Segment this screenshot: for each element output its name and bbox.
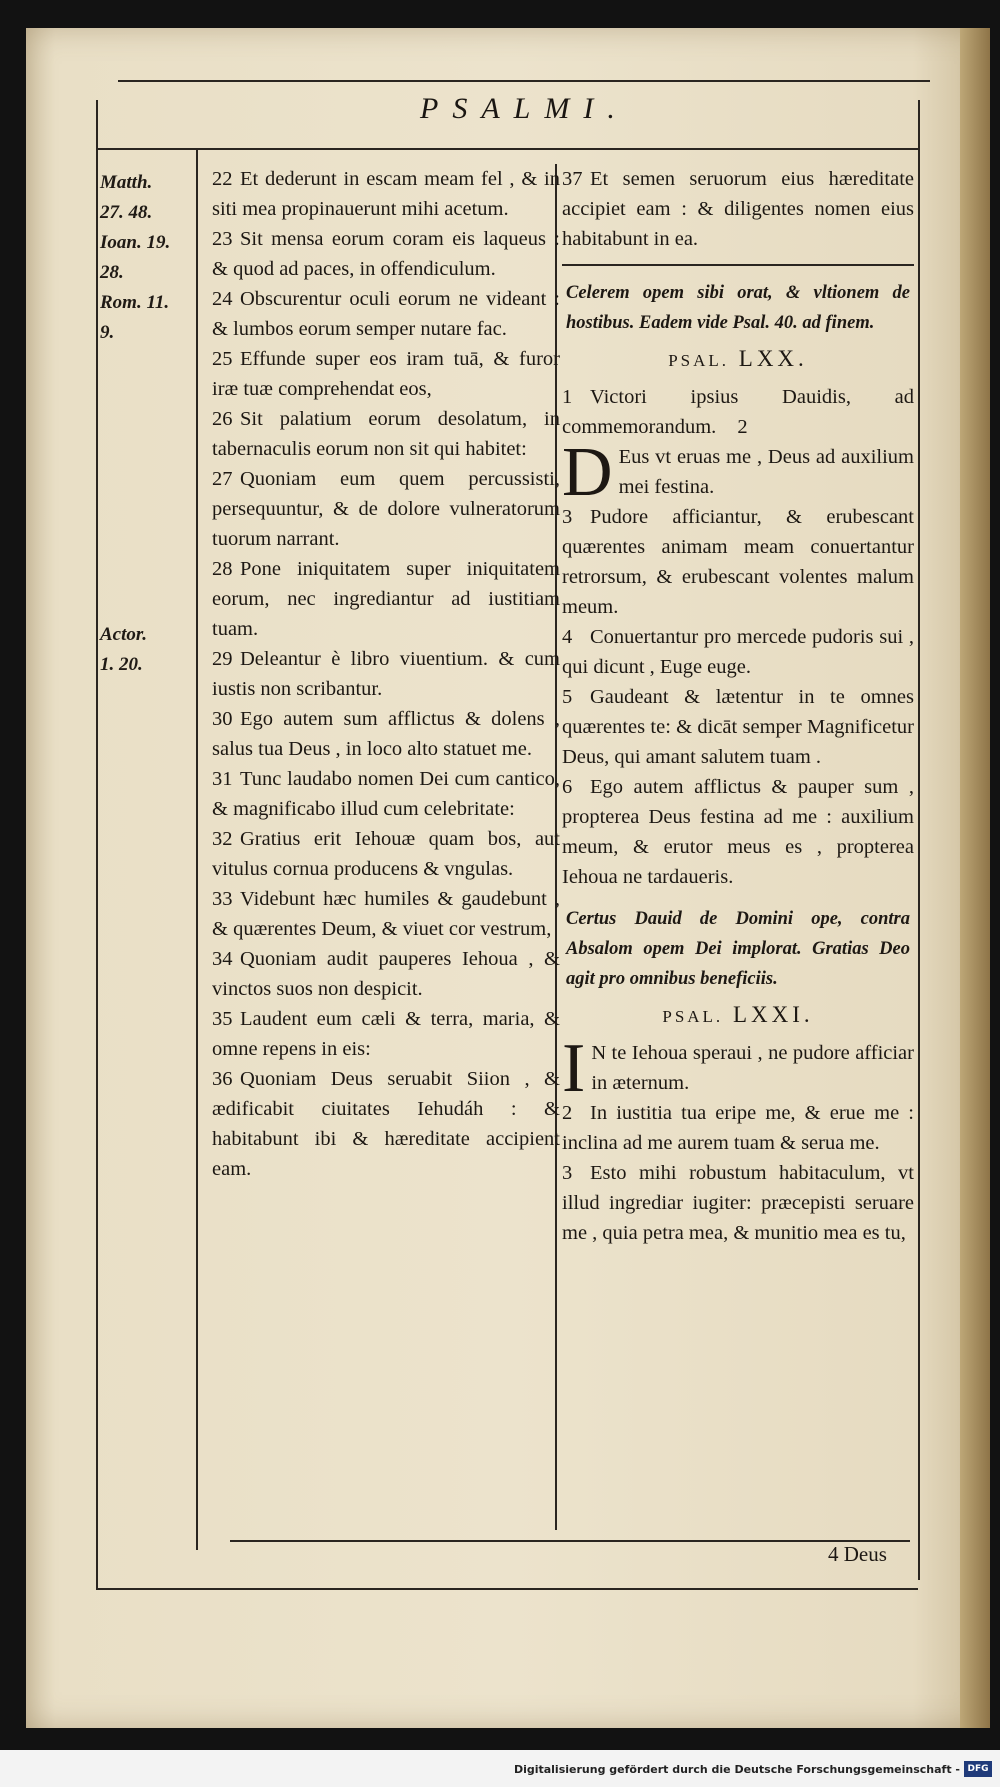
- verse-number: 4: [562, 626, 573, 648]
- verse: [212, 644, 560, 704]
- verse-text: Esto mihi robustum habitaculum, vt illud ingrediar iugiter: præcepisti seruare me , quia petra mea, & munitio mea es tu,: [562, 1162, 914, 1244]
- verse-text: Obscurentur oculi eorum ne videant : & lumbos eorum semper nutare fac.: [212, 288, 560, 340]
- verse-text: Gaudeant & lætentur in te omnes quærentes te: & dicāt semper Magnificetur Deus, qui amant salutem tuam .: [562, 686, 914, 768]
- verse-number: 28: [212, 558, 233, 580]
- margin-reference-2: [100, 620, 190, 680]
- verse: [212, 944, 560, 1004]
- verse-text: Et semen seruorum eius hæreditate accipiet eam : & diligentes nomen eius habitabunt in ea.: [562, 168, 914, 250]
- verse-text: Quoniam Deus seruabit Siion , & ædificabit ciuitates Iehudáh : & habitabunt ibi & hæreditate accipient eam.: [212, 1068, 560, 1180]
- verse: [212, 1004, 560, 1064]
- verse-text: In iustitia tua eripe me, & erue me : inclina ad me aurem tuam & serua me.: [562, 1102, 914, 1154]
- outer-left-rule: [96, 100, 98, 1590]
- verse-with-initial: [562, 1030, 914, 1107]
- verse-number: 22: [212, 168, 233, 190]
- verse: [562, 1158, 914, 1248]
- verse-number: 25: [212, 348, 233, 370]
- verse-number: 1: [562, 386, 573, 408]
- verse-text: Sit palatium eorum desolatum, in tabernaculis eorum non sit qui habitet:: [212, 408, 560, 460]
- verse-number: 26: [212, 408, 233, 430]
- verse-text: Quoniam audit pauperes Iehoua , & vinctos suos non despicit.: [212, 948, 560, 1000]
- verse-text: Eus vt eruas me , Deus ad auxilium mei festina.: [618, 446, 914, 498]
- verse-number: 33: [212, 888, 233, 910]
- verse-number: 2: [737, 416, 748, 438]
- funding-notice: Digitalisierung gefördert durch die Deutsche Forschungsgemeinschaft -: [513, 1763, 960, 1776]
- verse-number: 30: [212, 708, 233, 730]
- verse-number: 2: [562, 1102, 573, 1124]
- verse: [212, 404, 560, 464]
- verse-text: Deleantur è libro viuentium. & cum iustis non scribantur.: [212, 648, 560, 700]
- margin-line: Actor.: [100, 624, 147, 645]
- verse: [212, 1064, 560, 1184]
- verse-with-initial: [562, 434, 914, 511]
- verse-number: 31: [212, 768, 233, 790]
- psalm-70-argument: Celerem opem sibi orat, & vltionem de hostibus. Eadem vide Psal. 40. ad finem.: [566, 283, 910, 333]
- verse-text: Gratius erit Iehouæ quam bos, aut vitulus cornua producens & vngulas.: [212, 828, 560, 880]
- psalm-70-heading: [562, 344, 914, 376]
- verse-number: 36: [212, 1068, 233, 1090]
- dfg-logo-icon: DFG: [964, 1761, 992, 1777]
- initial-letter: I: [562, 1030, 586, 1107]
- bottom-rule: [230, 1540, 910, 1542]
- verse-number: 32: [212, 828, 233, 850]
- verse-number: 5: [562, 686, 573, 708]
- verse-number: 3: [562, 506, 573, 528]
- verse: [562, 772, 914, 892]
- verse: [212, 884, 560, 944]
- psalm-71-heading: [562, 1000, 914, 1032]
- verse-number: 24: [212, 288, 233, 310]
- left-column: [212, 164, 560, 1184]
- verse: [212, 164, 560, 224]
- verse-text: Et dederunt in escam meam fel , & in siti mea propinauerunt mihi acetum.: [212, 168, 560, 220]
- verse-text: Sit mensa eorum coram eis laqueus : & quod ad paces, in offendiculum.: [212, 228, 560, 280]
- margin-line: 9.: [100, 322, 115, 343]
- section-rule: [562, 264, 914, 266]
- verse: [562, 502, 914, 622]
- verse: [562, 1098, 914, 1158]
- verse: [562, 382, 914, 442]
- verse-text: Quoniam eum quem percussisti, persequuntur, & de dolore vulneratorum tuorum narrant.: [212, 468, 560, 550]
- verse-number: 35: [212, 1008, 233, 1030]
- psalm-number: LXX.: [738, 346, 808, 371]
- margin-line: Rom. 11.: [100, 292, 170, 313]
- verse: [562, 682, 914, 772]
- verse-number: 27: [212, 468, 233, 490]
- page-edge: [960, 28, 990, 1728]
- right-column: [562, 164, 914, 1248]
- initial-letter: D: [562, 434, 613, 511]
- verse: [212, 704, 560, 764]
- verse-number: 23: [212, 228, 233, 250]
- verse: [212, 224, 560, 284]
- verse-number: 6: [562, 776, 573, 798]
- margin-rule: [196, 150, 198, 1550]
- verse-text: Tunc laudabo nomen Dei cum cantico, & magnificabo illud cum celebritate:: [212, 768, 560, 820]
- verse: [212, 464, 560, 554]
- psalm-label: PSAL.: [668, 351, 730, 370]
- verse-text: N te Iehoua speraui , ne pudore afficiar in æternum.: [591, 1042, 914, 1094]
- verse-number: 29: [212, 648, 233, 670]
- verse-text: Pone iniquitatem super iniquitatem eorum, nec ingrediantur ad iustitiam tuam.: [212, 558, 560, 640]
- verse: [212, 824, 560, 884]
- margin-line: 28.: [100, 262, 124, 283]
- verse: [212, 554, 560, 644]
- verse-text: Videbunt hæc humiles & gaudebunt , & quærentes Deum, & viuet cor vestrum,: [212, 888, 560, 940]
- verse-text: Ego autem afflictus & pauper sum , propterea Deus festina ad me : auxilium meum, & erutor meus es , propterea Iehoua ne tardaueris.: [562, 776, 914, 888]
- outer-right-rule: [918, 100, 920, 1580]
- header-rule: [118, 80, 930, 82]
- verse: [212, 344, 560, 404]
- verse-text: Laudent eum cæli & terra, maria, & omne repens in eis:: [212, 1008, 560, 1060]
- verse-number: 37: [562, 168, 583, 190]
- psalm-label: PSAL.: [662, 1007, 724, 1026]
- verse: [562, 622, 914, 682]
- verse-text: Effunde super eos iram tuā, & furor iræ tuæ comprehendat eos,: [212, 348, 560, 400]
- margin-line: Ioan. 19.: [100, 232, 171, 253]
- catchword: 4 Deus: [828, 1542, 887, 1566]
- verse: [212, 764, 560, 824]
- margin-line: 27. 48.: [100, 202, 153, 223]
- verse-text: Victori ipsius Dauidis, ad commemorandum.: [562, 386, 914, 438]
- footer-rule: [98, 1588, 918, 1590]
- margin-line: Matth.: [100, 172, 153, 193]
- psalm-71-argument: Certus Dauid de Domini ope, contra Absalom opem Dei implorat. Gratias Deo agit pro omnibus beneficiis.: [566, 909, 910, 989]
- verse-text: Conuertantur pro mercede pudoris sui , qui dicunt , Euge euge.: [562, 626, 914, 678]
- verse: [562, 164, 914, 254]
- margin-reference-1: [100, 168, 190, 348]
- verse: [212, 284, 560, 344]
- verse-text: Pudore afficiantur, & erubescant quærentes animam meam conuertantur retrorsum, & erubescant volentes malum meum.: [562, 506, 914, 618]
- page-title: PSALMI.: [420, 92, 629, 125]
- margin-line: 1. 20.: [100, 654, 143, 675]
- verse-text: Ego autem sum afflictus & dolens , salus tua Deus , in loco alto statuet me.: [212, 708, 560, 760]
- verse-number: 3: [562, 1162, 573, 1184]
- title-rule: [98, 148, 920, 150]
- verse-number: 34: [212, 948, 233, 970]
- psalm-number: LXXI.: [732, 1002, 814, 1027]
